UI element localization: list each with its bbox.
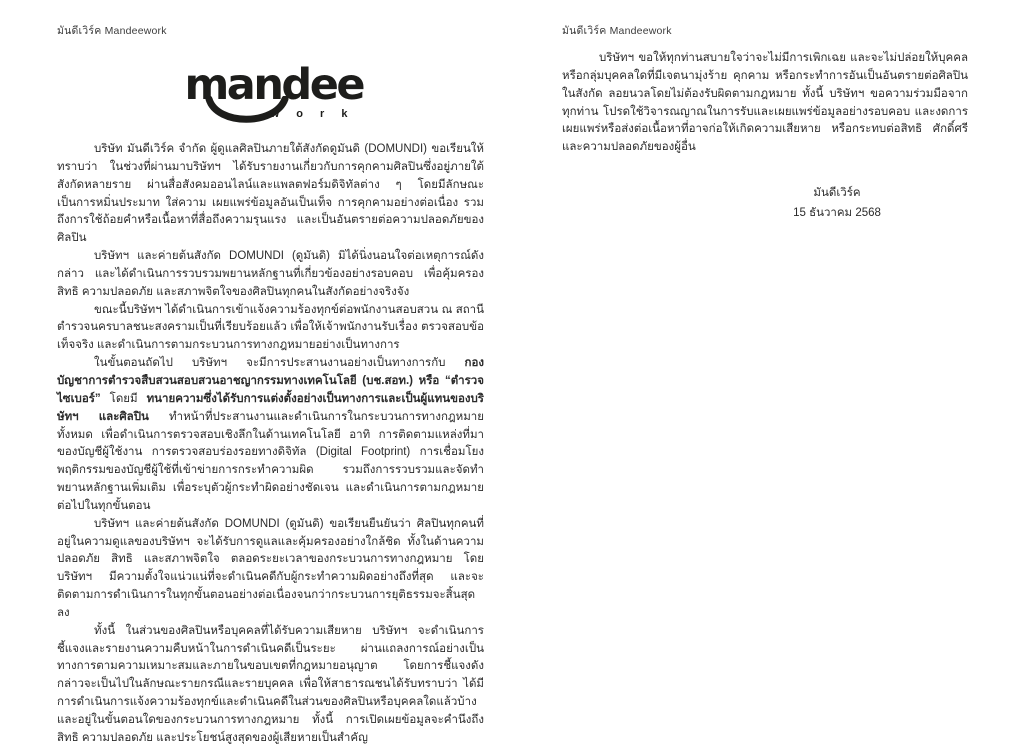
- right-page-body: [562, 50, 968, 157]
- paragraph-protection-pledge: บริษัทฯ และค่ายต้นสังกัด DOMUNDI (ดูมันดิ) ขอเรียนยืนยันว่า ศิลปินทุกคนที่อยู่ในความดูแลของบริษัทฯ จะได้รับการดูแลและคุ้มครองอย่างใกล้ชิด ทั้งในด้านความปลอดภัย สิทธิ และสภาพจิตใจ ตลอดระยะเวลาของกระบวนการทางกฎหมาย โดยบริษัทฯ มีความตั้งใจแน่วแน่ที่จะดำเนินคดีกับผู้กระทำความผิดอย่างถึงที่สุด และจะติดตามการดำเนินการในทุกขั้นตอนอย่างต่อเนื่องจนกว่ากระบวนการยุติธรรมจะสิ้นสุดลง: [57, 517, 484, 619]
- paragraph-evidence: บริษัทฯ และค่ายต้นสังกัด DOMUNDI (ดูมันดิ) มิได้นิ่งนอนใจต่อเหตุการณ์ดังกล่าว และได้ดำเนินการรวบรวมพยานหลักฐานที่เกี่ยวข้องอย่างรอบคอบ เพื่อคุ้มครองสิทธิ ความปลอดภัย และสภาพจิตใจของศิลปินทุกคนในสังกัดอย่างจริงจัง: [57, 250, 484, 298]
- brand-logo-wordmark: mandee: [184, 60, 364, 110]
- paragraph-assurance: บริษัทฯ ขอให้ทุกท่านสบายใจว่าจะไม่มีการเพิกเฉย และจะไม่ปล่อยให้บุคคลหรือกลุ่มบุคคลใดที่มีเจตนามุ่งร้าย คุกคาม หรือกระทำการอันเป็นอันตรายต่อศิลปินในสังกัด ลอยนวลโดยไม่ต้องรับผิดตามกฎหมาย ทั้งนี้ บริษัทฯ ขอความร่วมมือจากทุกท่าน โปรดใช้วิจารณญาณในการรับและเผยแพร่ข้อมูลอย่างรอบคอบ และงดการเผยแพร่หรือส่งต่อเนื้อหาที่อาจก่อให้เกิดความเสียหาย หรือกระทบต่อสิทธิ ศักดิ์ศรี และความปลอดภัยของผู้อื่น: [562, 52, 968, 154]
- paragraph-progress-updates: ทั้งนี้ ในส่วนของศิลปินหรือบุคคลที่ได้รับความเสียหาย บริษัทฯ จะดำเนินการชี้แจงและรายงานความคืบหน้าในการดำเนินคดีเป็นระยะ ผ่านแถลงการณ์อย่างเป็นทางการตามความเหมาะสมและภายในขอบเขตที่กฎหมายอนุญาต โดยการชี้แจงดังกล่าวจะเป็นไปในลักษณะรายกรณีและรายบุคคล เพื่อให้สาธารณชนได้รับทราบว่า ได้มีการดำเนินการแจ้งความร้องทุกข์และดำเนินคดีในส่วนของศิลปินหรือบุคคลใดแล้วบ้าง และอยู่ในขั้นตอนใดของกระบวนการทางกฎหมาย ทั้งนี้ การเปิดเผยข้อมูลจะคำนึงถึงสิทธิ ความปลอดภัย และประโยชน์สูงสุดของผู้เสียหายเป็นสำคัญ: [57, 624, 484, 744]
- brand-logo-subtext: w o r k: [270, 108, 355, 120]
- paragraph-run: โดยมี: [100, 392, 147, 405]
- left-page-header: มันดีเวิร์ค Mandeework: [57, 25, 167, 37]
- paragraph-run-bold: ทนายความซึ่งได้รับการแต่งตั้งอย่างเป็นทางการและเป็นผู้แทนของบริษัทฯ และศิลปิน: [57, 392, 484, 423]
- paragraph-run: ทำหน้าที่ประสานงานและดำเนินการในกระบวนการทางกฎหมายทั้งหมด เพื่อดำเนินการตรวจสอบเชิงลึกในด้านเทคโนโลยี อาทิ การติดตามแหล่งที่มาของบัญชีผู้ใช้งาน การตรวจสอบร่องรอยทางดิจิทัล (Digital Footprint) การเชื่อมโยงพฤติกรรมของบัญชีผู้ใช้ที่เข้าข่ายการกระทำความผิด รวมถึงการรวบรวมและจัดทำพยานหลักฐานเพิ่มเติม เพื่อระบุตัวผู้กระทำผิดอย่างชัดเจน และดำเนินการตามกฎหมายต่อไปในทุกขั้นตอน: [57, 410, 484, 512]
- signature-date: 15 ธันวาคม 2568: [793, 207, 881, 219]
- paragraph-intro: บริษัท มันดีเวิร์ค จำกัด ผู้ดูแลศิลปินภายใต้สังกัดดูมันดิ (DOMUNDI) ขอเรียนให้ทราบว่า ในช่วงที่ผ่านมาบริษัทฯ ได้รับรายงานเกี่ยวกับการคุกคามศิลปินซึ่งอยู่ภายใต้สังกัดหลายราย ผ่านสื่อสังคมออนไลน์และแพลตฟอร์มดิจิทัลต่าง ๆ โดยมีลักษณะเป็นการหมิ่นประมาท ใส่ความ เผยแพร่ข้อมูลอันเป็นเท็จ การคุกคามอย่างต่อเนื่อง รวมถึงการใช้ถ้อยคำหรือเนื้อหาที่สื่อถึงความรุนแรง และเป็นอันตรายต่อความปลอดภัยของศิลปิน: [57, 143, 484, 245]
- brand-logo: [57, 60, 484, 136]
- paragraph-run-bold: กองบัญชาการตำรวจสืบสวนสอบสวนอาชญากรรมทางเทคโนโลยี (บช.สอท.) หรือ “ตำรวจไซเบอร์”: [57, 357, 484, 405]
- signature-block: [742, 183, 932, 223]
- right-page-header: มันดีเวิร์ค Mandeework: [562, 25, 672, 37]
- signature-name: มันดีเวิร์ค: [813, 187, 861, 199]
- paragraph-police-report: ขณะนี้บริษัทฯ ได้ดำเนินการเข้าแจ้งความร้องทุกข์ต่อพนักงานสอบสวน ณ สถานีตำรวจนครบาลชนะสงครามเป็นที่เรียบร้อยแล้ว เพื่อให้เจ้าพนักงานรับเรื่อง ตรวจสอบข้อเท็จจริง และดำเนินการตามกระบวนการทางกฎหมายอย่างเป็นทางการ: [57, 303, 484, 352]
- paragraph-cyber-police: [57, 355, 484, 516]
- left-page-body: [57, 141, 484, 748]
- paragraph-run: ในขั้นตอนถัดไป บริษัทฯ จะมีการประสานงานอย่างเป็นทางการกับ: [94, 357, 465, 370]
- brand-logo-inner: [184, 60, 364, 136]
